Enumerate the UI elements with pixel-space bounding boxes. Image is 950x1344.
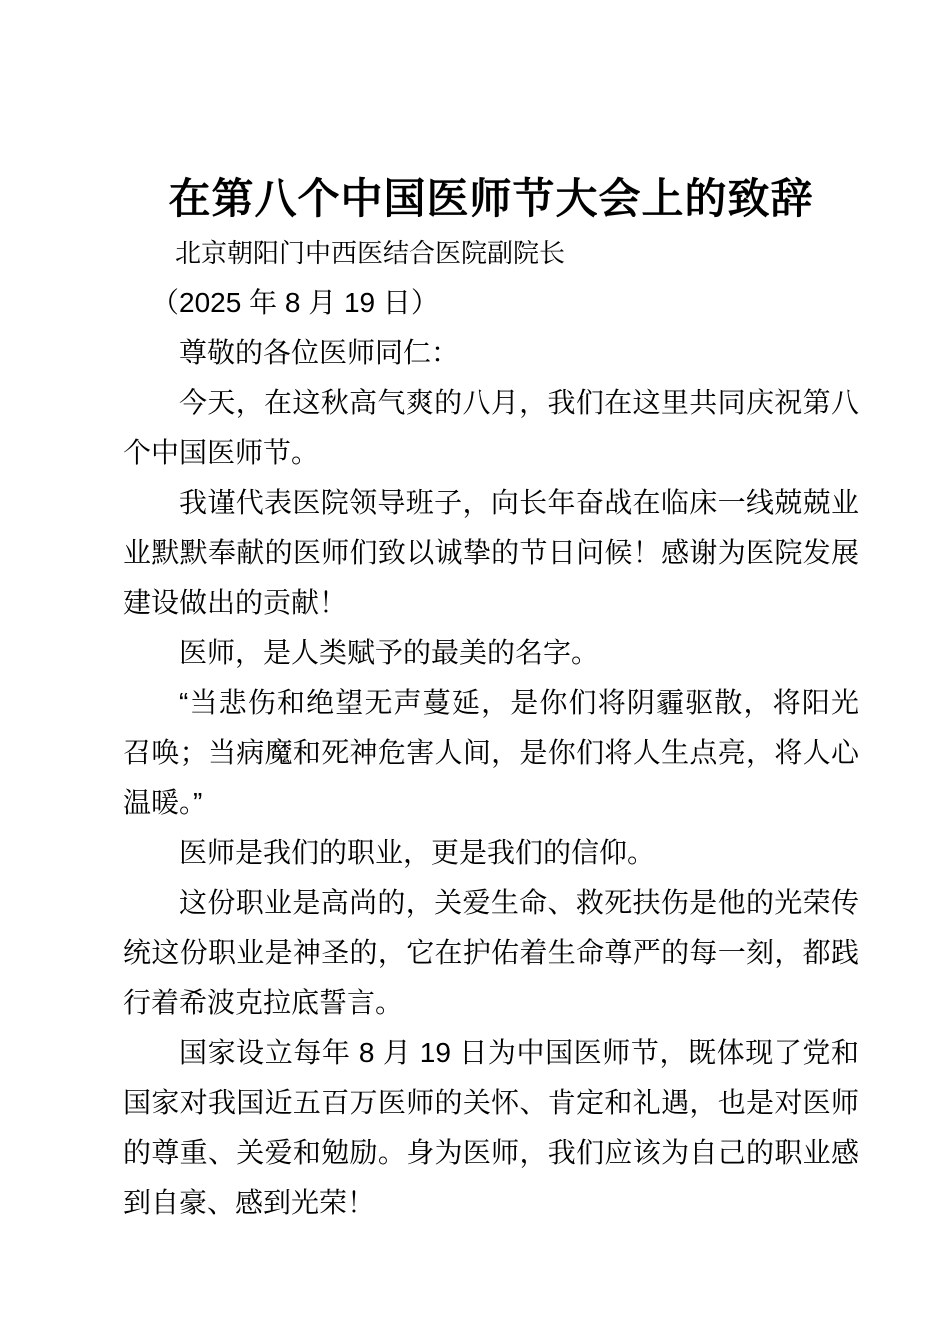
body-paragraph: 医师是我们的职业，更是我们的信仰。: [179, 837, 656, 868]
body-paragraph: 今天，在这秋高气爽的八月，我们在这里共同庆祝第八个中国医师节。: [123, 387, 859, 468]
body-paragraph: 国家设立每年 8 月 19 日为中国医师节，既体现了党和国家对我国近五百万医师的关怀、肯定和礼遇，也是对医师的尊重、关爱和勉励。身为医师，我们应该为自己的职业感到自豪、感到光荣！: [123, 1037, 859, 1218]
document-title: 在第八个中国医师节大会上的致辞: [168, 177, 814, 223]
body-paragraph: 这份职业是高尚的，关爱生命、救死扶伤是他的光荣传统这份职业是神圣的，它在护佑着生命尊严的每一刻，都践行着希波克拉底誓言。: [123, 887, 859, 1018]
document-body: [123, 378, 859, 1228]
document-date: （2025 年 8 月 19 日）: [151, 287, 439, 318]
body-paragraph: 医师，是人类赋予的最美的名字。: [179, 637, 600, 668]
body-paragraph: 我谨代表医院领导班子，向长年奋战在临床一线兢兢业业默默奉献的医师们致以诚挚的节日问候！感谢为医院发展建设做出的贡献！: [123, 487, 859, 618]
body-paragraph: “当悲伤和绝望无声蔓延，是你们将阴霾驱散，将阳光召唤；当病魔和死神危害人间，是你们将人生点亮，将人心温暖。”: [123, 687, 859, 818]
document-salutation: 尊敬的各位医师同仁：: [179, 337, 460, 368]
document-byline: 北京朝阳门中西医结合医院副院长: [175, 238, 566, 268]
